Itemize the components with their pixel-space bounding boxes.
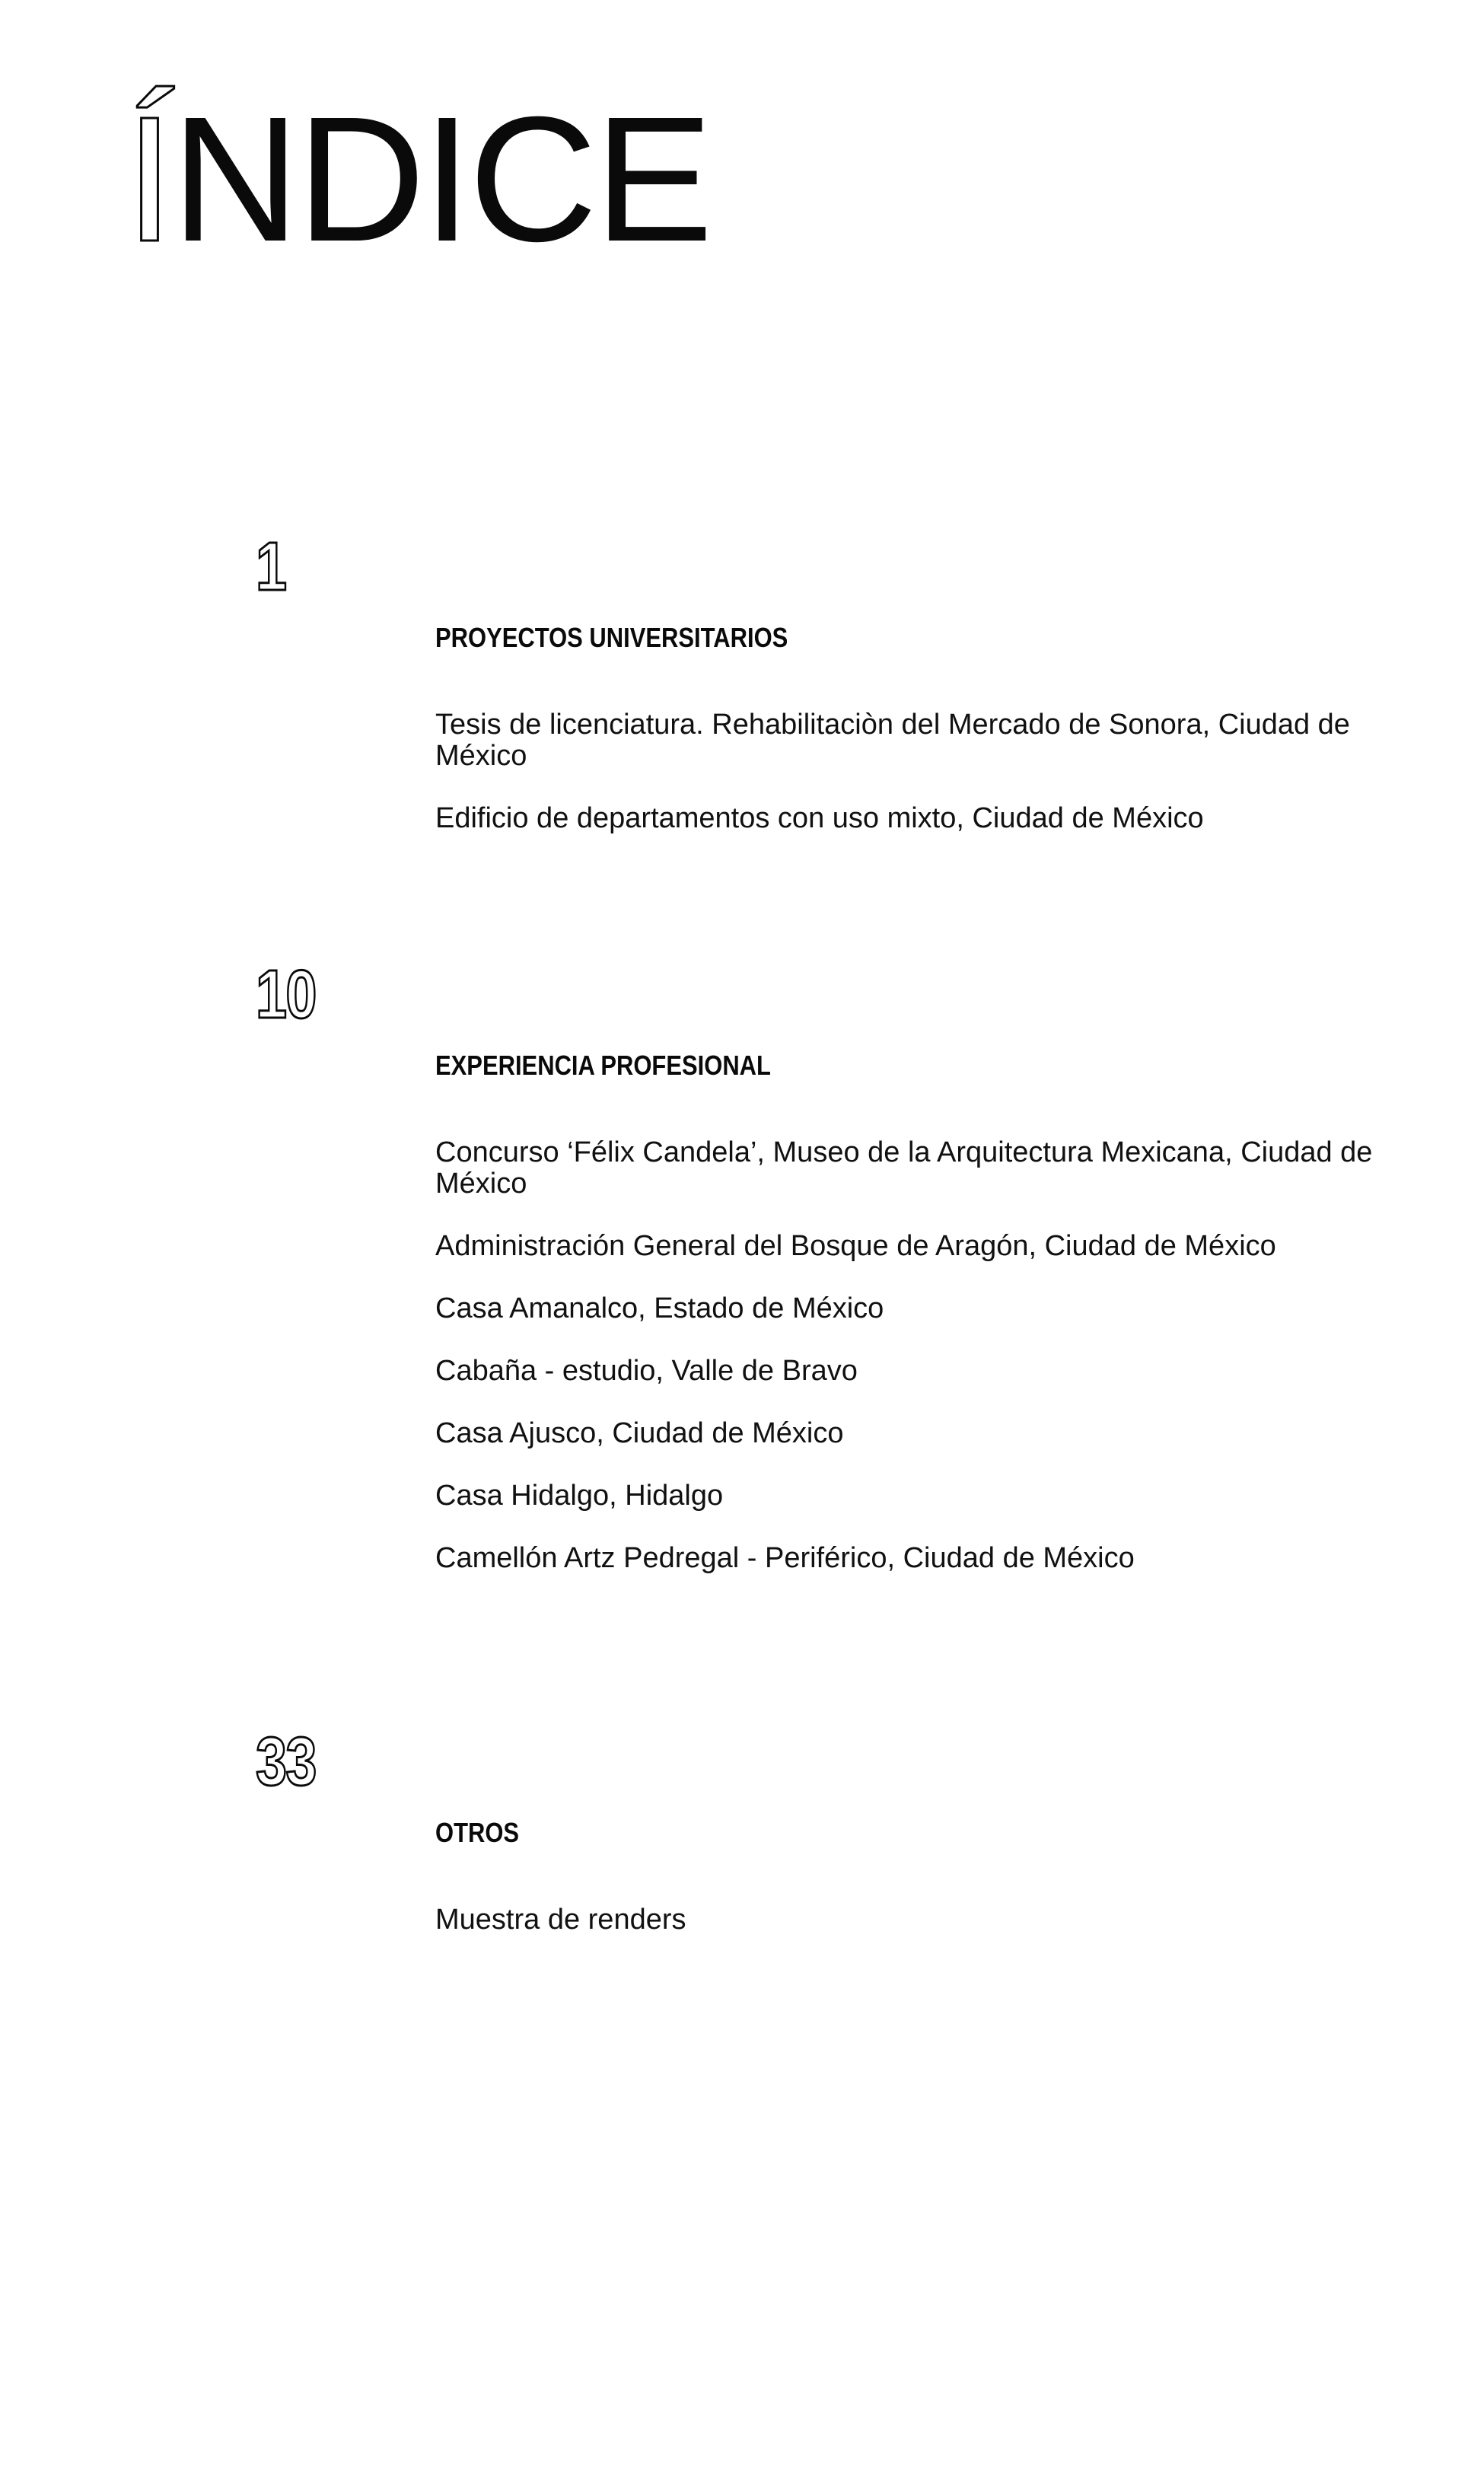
section-heading: EXPERIENCIA PROFESIONAL (435, 1050, 771, 1081)
toc-entry[interactable]: Concurso ‘Félix Candela’, Museo de la Arquitectura Mexicana, Ciudad de México (435, 1136, 1373, 1200)
title-rest: NDICE (171, 79, 711, 279)
section-heading: PROYECTOS UNIVERSITARIOS (435, 622, 788, 653)
toc-entry[interactable]: Administración General del Bosque de Aragón, Ciudad de México (435, 1230, 1276, 1262)
toc-entry[interactable]: Tesis de licenciatura. Rehabilitaciòn del Mercado de Sonora, Ciudad de México (435, 709, 1350, 772)
toc-entry[interactable]: Edificio de departamentos con uso mixto, Ciudad de México (435, 802, 1204, 834)
title-outline-letter: Í (125, 79, 172, 279)
section-heading: OTROS (435, 1817, 520, 1848)
toc-entry[interactable]: Casa Hidalgo, Hidalgo (435, 1480, 724, 1512)
entry-list (435, 1137, 1379, 1605)
toc-entry[interactable]: Muestra de renders (435, 1904, 686, 1936)
section-page-number: 33 (256, 1724, 316, 1800)
toc-entry[interactable]: Casa Amanalco, Estado de México (435, 1292, 884, 1324)
toc-entry[interactable]: Cabaña - estudio, Valle de Bravo (435, 1355, 858, 1387)
entry-list (435, 1904, 1379, 1967)
entry-list (435, 709, 1379, 865)
toc-entry[interactable]: Camellón Artz Pedregal - Periférico, Ciudad de México (435, 1542, 1135, 1574)
section-page-number: 1 (256, 529, 286, 605)
page-title (125, 79, 711, 279)
toc-entry[interactable]: Casa Ajusco, Ciudad de México (435, 1417, 844, 1449)
section-page-number: 10 (256, 957, 316, 1033)
